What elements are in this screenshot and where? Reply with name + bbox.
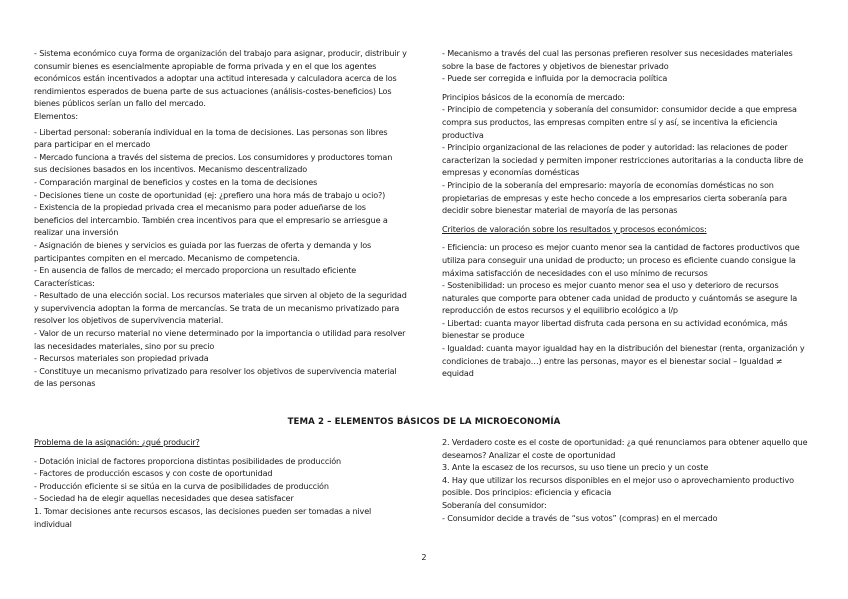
right-column-top <box>442 47 815 380</box>
list-item: - En ausencia de fallos de mercado; el mercado proporciona un resultado eficiente <box>34 265 357 276</box>
list-item: - Sociedad ha de elegir aquellas necesidades que desea satisfacer <box>34 493 294 504</box>
consumer-sovereignty-heading: Soberanía del consumidor: <box>442 499 547 510</box>
list-item: - Libertad personal: soberanía individual en la toma de decisiones. Las personas son libres para participar en el mercado <box>34 126 388 150</box>
list-item: - Comparación marginal de beneficios y costes en la toma de decisiones <box>34 176 318 187</box>
list-item: 4. Hay que utilizar los recursos disponibles en el mejor uso o aprovechamiento productivo posible. Dos principios: eficiencia y eficacia <box>442 474 794 498</box>
list-item: - Existencia de la propiedad privada crea el mecanismo para poder adueñarse de los beneficios del intercambio. También crea incentivos para que el empresario se arriesgue a realizar una inversión <box>34 202 388 238</box>
list-item: 1. Tomar decisiones ante recursos escasos, las decisiones pueden ser tomadas a nivel individual <box>34 505 372 529</box>
list-item: - Principio organizacional de las relaciones de poder y autoridad: las relaciones de poder caracterizan la sociedad y permiten imponer restricciones autoritarias a la conducta libre de empresas y economías domésticas <box>442 142 804 178</box>
principles-heading: Principios básicos de la economía de mercado: <box>442 91 625 102</box>
criteria-heading: Criterios de valoración sobre los resultados y procesos económicos: <box>442 223 707 234</box>
list-item: - Constituye un mecanismo privatizado para resolver los objetivos de supervivencia material de las personas <box>34 365 397 389</box>
list-item: - Eficiencia: un proceso es mejor cuanto menor sea la cantidad de factores productivos que utiliza para conseguir una unidad de producto; un proceso es eficiente cuando consigue la máxima satisfacción de necesidades con el uso mínimo de recursos <box>442 242 800 278</box>
left-column-top <box>34 47 407 390</box>
list-item: - Factores de producción escasos y con coste de oportunidad <box>34 468 273 479</box>
list-item: 3. Ante la escasez de los recursos, su uso tiene un precio y un coste <box>442 462 709 473</box>
paragraph-market-system: - Sistema económico cuya forma de organización del trabajo para asignar, producir, distribuir y consumir bienes es esencialmente apropiable de forma privada y en el que los agentes económicos están incentivados a adoptar una actitud interesada y calculadora acerca de los rendimientos esperados de buena parte de sus actuaciones (análisis-costes-beneficios) Los bienes públicos serían un fallo del mercado. <box>34 48 407 109</box>
list-item: 2. Verdadero coste es el coste de oportunidad: ¿a qué renunciamos para obtener aquello que deseamos? Analizar el coste de oportunidad <box>442 437 808 460</box>
left-column-bottom <box>34 436 407 530</box>
list-item: - Mecanismo a través del cual las personas prefieren resolver sus necesidades materiales sobre la base de factores y objetivos de bienestar privado <box>442 48 793 71</box>
list-item: - Principio de competencia y soberanía del consumidor: consumidor decide a que empresa compra sus productos, las empresas compiten entre sí y así, se incentiva la eficiencia productiva <box>442 104 797 140</box>
paragraph-elements-heading: Elementos: <box>34 110 78 121</box>
list-item: - Recursos materiales son propiedad privada <box>34 353 209 364</box>
list-item: - Producción eficiente si se sitúa en la curva de posibilidades de producción <box>34 480 329 491</box>
right-column-bottom <box>442 436 815 524</box>
list-item: - Dotación inicial de factores proporciona distintas posibilidades de producción <box>34 455 342 466</box>
list-item: - Resultado de una elección social. Los recursos materiales que sirven al objeto de la seguridad y supervivencia adoptan la forma de mercancías. Se trata de un mecanismo privatizado para resolver los objetivos de supervivencia material. <box>34 290 407 326</box>
allocation-problem-heading: Problema de la asignación: ¿qué producir? <box>34 437 200 447</box>
list-item: - Sostenibilidad: un proceso es mejor cuanto menor sea el uso y deterioro de recursos naturales que comporte para obtener cada unidad de producto y cuántomás se asegure la reproducción de estos recursos y el equilibrio ecológico a l/p <box>442 280 798 316</box>
list-item: - Mercado funciona a través del sistema de precios. Los consumidores y productores toman sus decisiones basados en los incentivos. Mecanismo descentralizado <box>34 151 393 175</box>
list-item: - Decisiones tiene un coste de oportunidad (ej: ¿prefiero una hora más de trabajo u ocio?) <box>34 189 386 200</box>
list-item: - Puede ser corregida e influida por la democracia política <box>442 73 668 84</box>
list-item: - Principio de la soberanía del empresario: mayoría de economías domésticas no son propietarias de empresas y este hecho concede a los empresarios cierta soberanía para decidir sobre bienestar material de mayoría de las personas <box>442 179 787 216</box>
list-item: - Valor de un recurso material no viene determinado por la importancia o utilidad para resolver las necesidades materiales, sino por su precio <box>34 328 406 351</box>
paragraph-characteristics-heading: Características: <box>34 277 95 288</box>
list-item: - Asignación de bienes y servicios es guiada por las fuerzas de oferta y demanda y los participantes compiten en el mercado. Mecanismo de competencia. <box>34 239 372 263</box>
list-item: - Libertad: cuanta mayor libertad disfruta cada persona en su actividad económica, más bienestar se produce <box>442 317 788 341</box>
list-item: - Consumidor decide a través de “sus votos” (compras) en el mercado <box>442 512 718 523</box>
list-item: - Igualdad: cuanta mayor igualdad hay en la distribución del bienestar (renta, organización y condiciones de trabajo…) entre las personas, mayor es el bienestar social – Igualdad ≠ equidad <box>442 343 805 379</box>
page-number: 2 <box>421 552 427 562</box>
section-title: TEMA 2 – ELEMENTOS BÁSICOS DE LA MICROECONOMÍA <box>287 417 561 427</box>
